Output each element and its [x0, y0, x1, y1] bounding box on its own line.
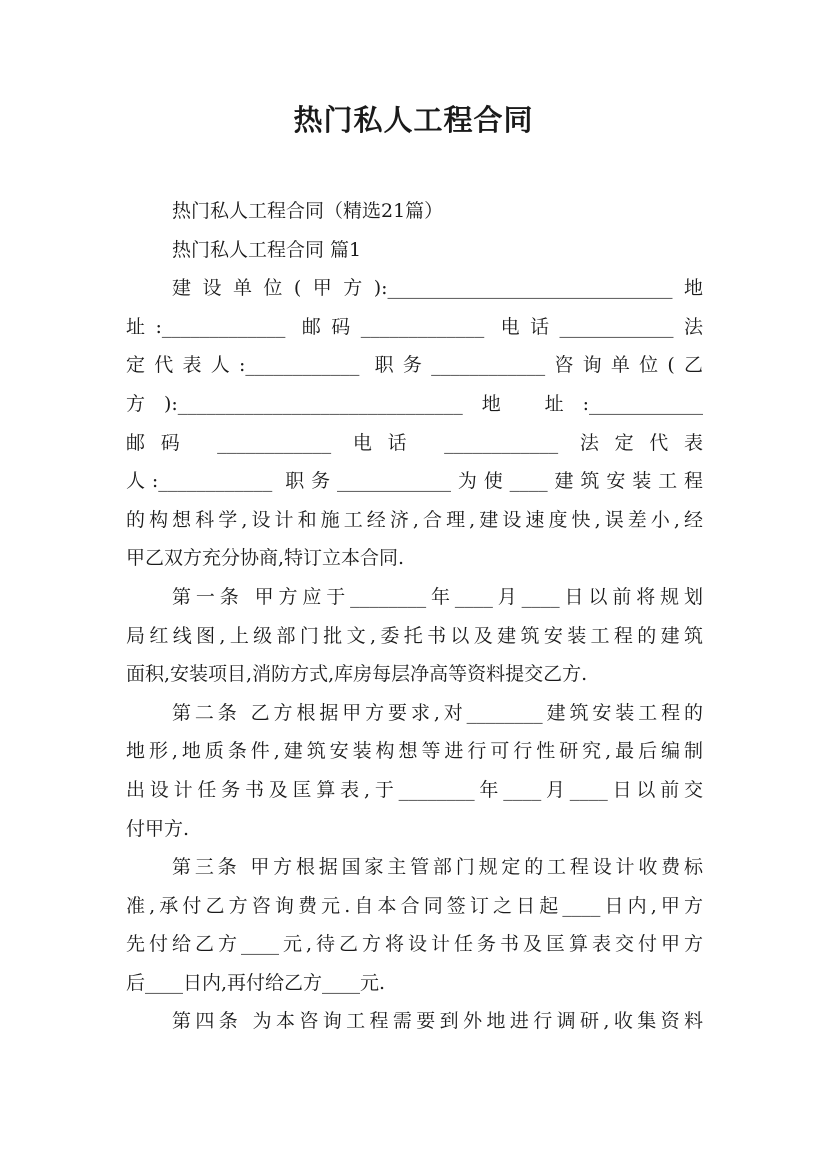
body-line: 方):______________________________地 址:____________ [126, 392, 703, 415]
body-line: 甲乙双方充分协商,特订立本合同. [126, 547, 405, 570]
body-line: 出设计任务书及匡算表,于________年____月____日以前交 [126, 778, 703, 801]
body-line: 邮码 ____________ 电话 ____________ 法定代表 [126, 431, 703, 454]
body-line: 第三条 甲方根据国家主管部门规定的工程设计收费标 [172, 856, 703, 879]
document-body [126, 192, 703, 1041]
body-line: 第一条 甲方应于________年____月____日以前将规划 [172, 585, 703, 608]
body-line: 第二条 乙方根据甲方要求,对________建筑安装工程的 [172, 701, 703, 724]
body-line: 准,承付乙方咨询费元.自本合同签订之日起____日内,甲方 [126, 894, 703, 917]
body-line: 人:____________ 职务____________为使____建筑安装工程 [126, 470, 703, 493]
body-line: 后____日内,再付给乙方____元. [126, 971, 386, 994]
body-line: 定代表人:____________ 职务____________咨询单位(乙 [126, 354, 703, 377]
body-line: 先付给乙方____元,待乙方将设计任务书及匡算表交付甲方 [126, 933, 703, 956]
body-line: 第四条 为本咨询工程需要到外地进行调研,收集资料 [172, 1010, 703, 1033]
body-line: 建设单位(甲方):______________________________地 [172, 277, 703, 300]
body-line: 局红线图,上级部门批文,委托书以及建筑安装工程的建筑 [126, 624, 703, 647]
body-line: 地形,地质条件,建筑安装构想等进行可行性研究,最后编制 [126, 740, 703, 763]
body-line: 付甲方. [126, 817, 190, 840]
body-line: 址:_____________ 邮码_____________ 电话____________法 [126, 315, 703, 338]
body-line: 面积,安装项目,消防方式,库房每层净高等资料提交乙方. [126, 663, 588, 686]
document-title: 热门私人工程合同 [293, 103, 534, 137]
body-line: 热门私人工程合同（精选21篇） [172, 200, 444, 222]
body-line: 的构想科学,设计和施工经济,合理,建设速度快,误差小,经 [126, 508, 703, 531]
body-line: 热门私人工程合同 篇1 [172, 238, 362, 261]
